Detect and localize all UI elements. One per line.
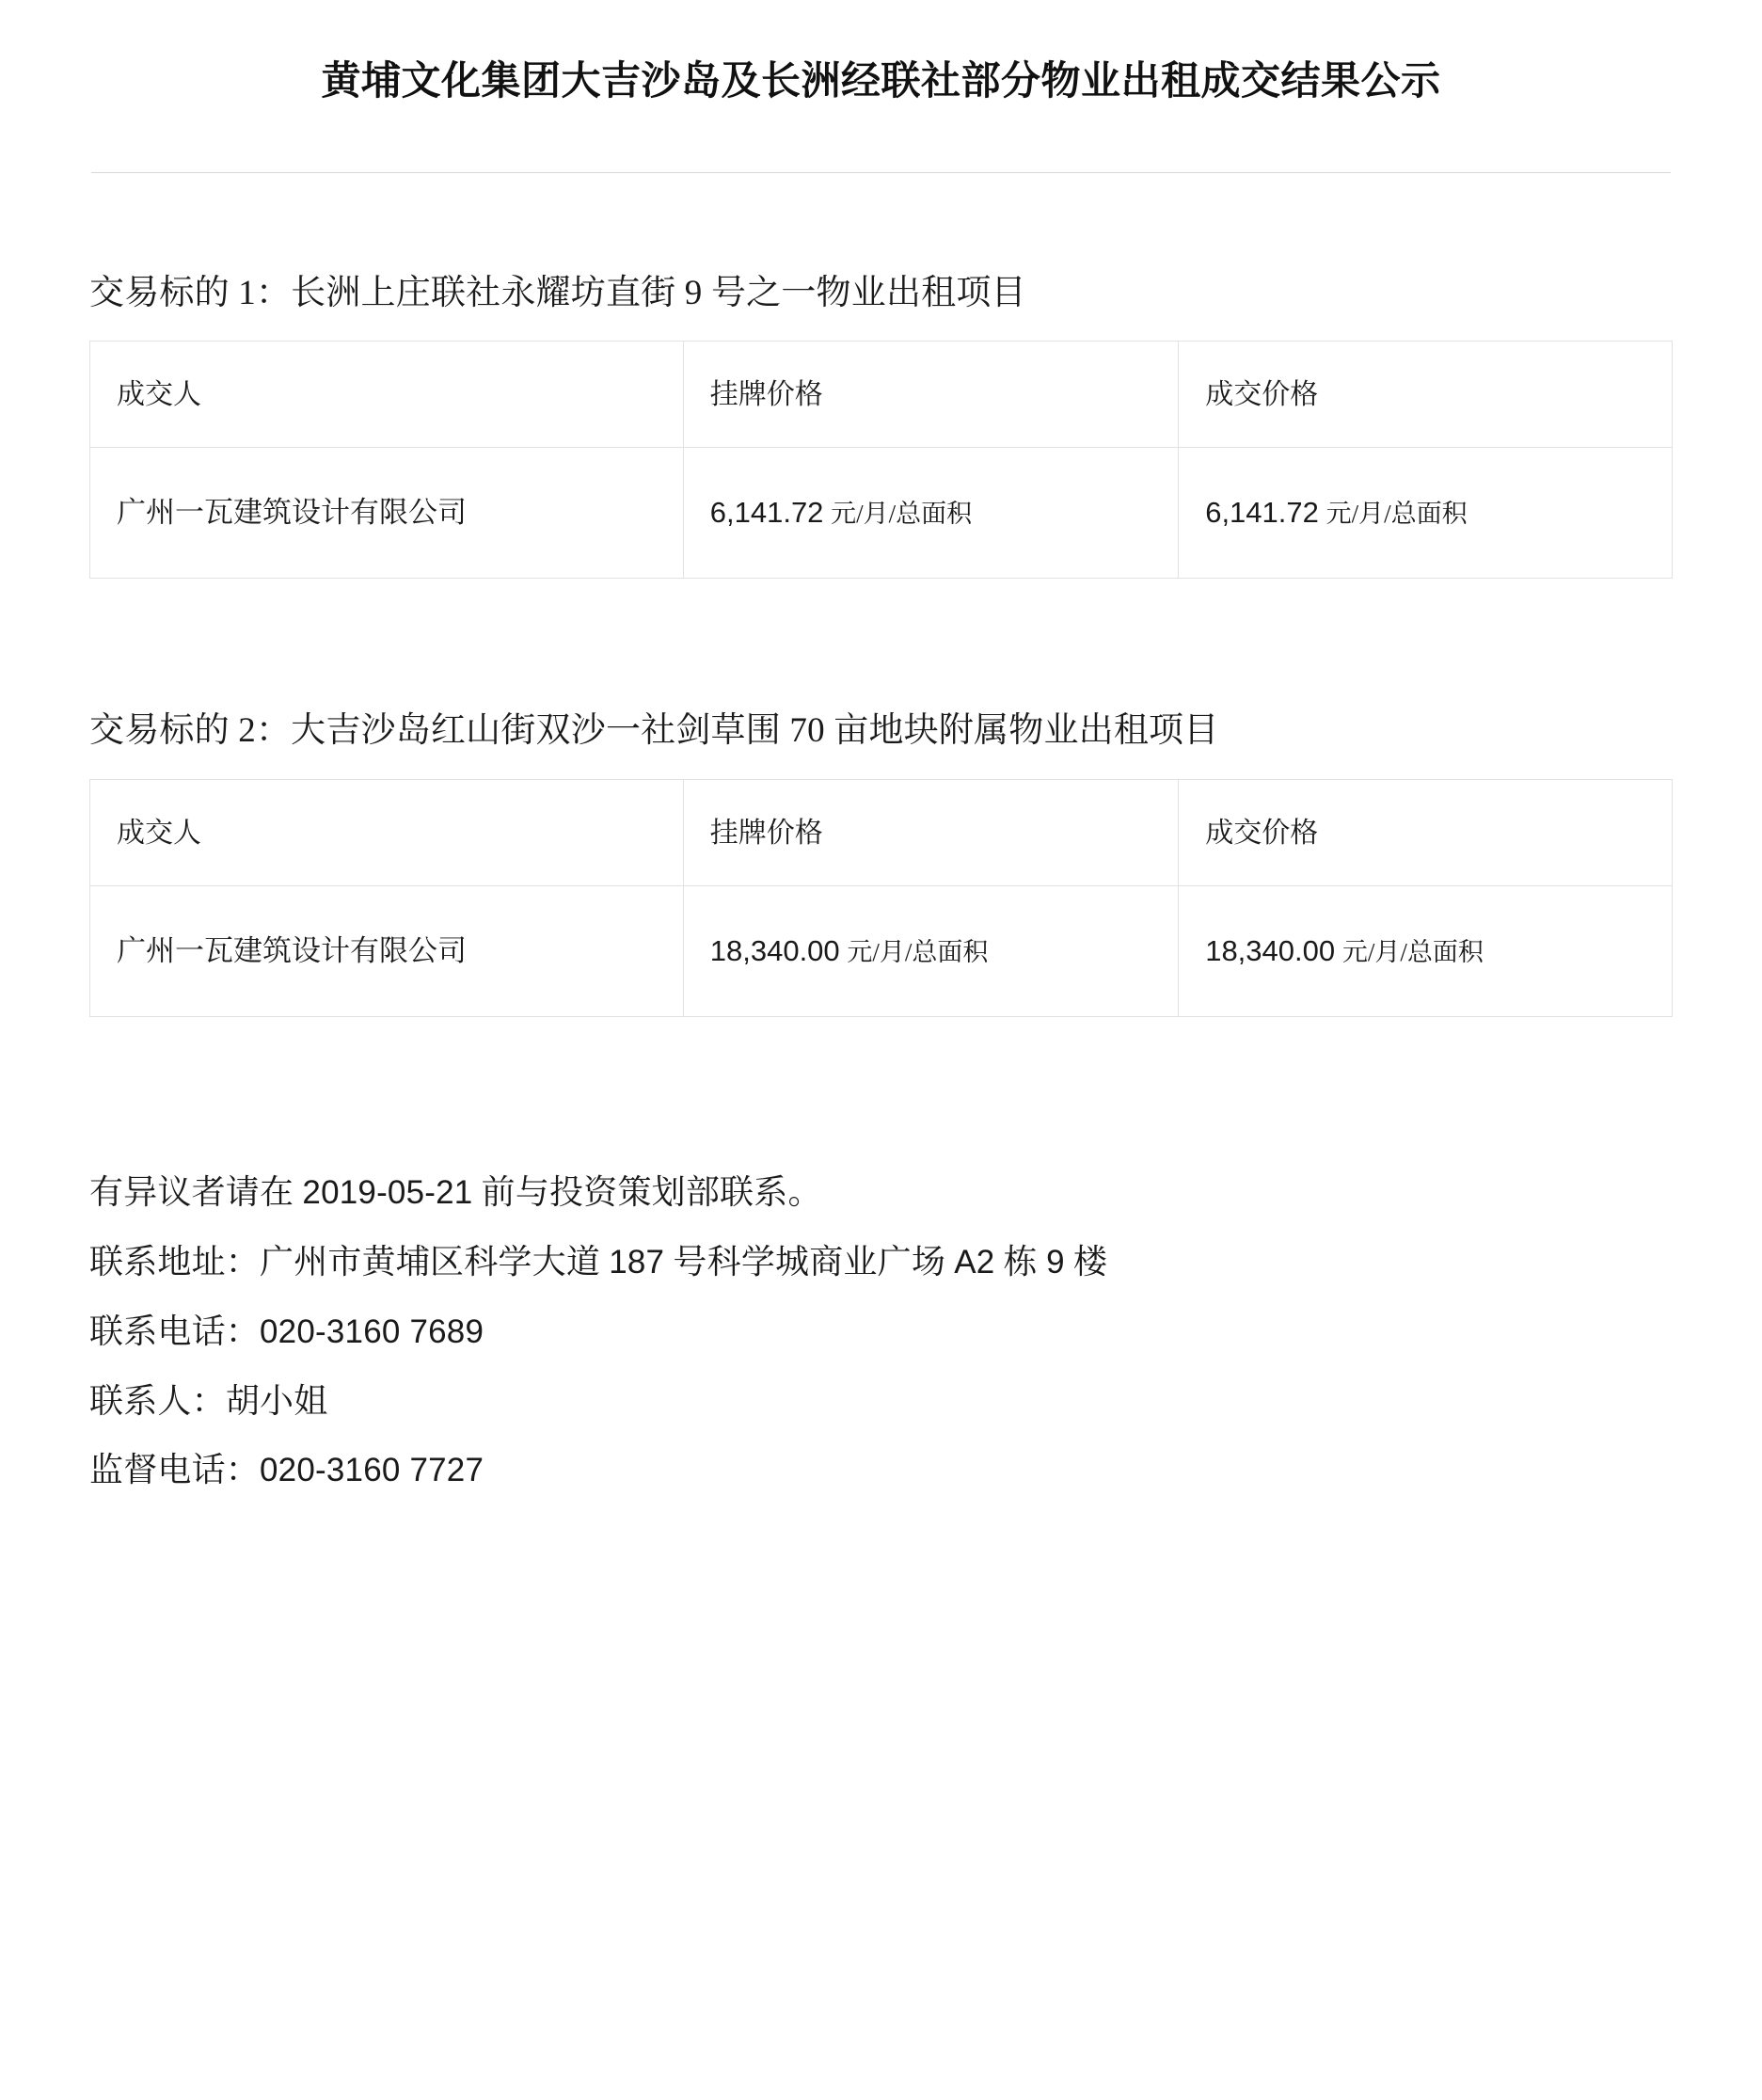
phone-value: 020-3160 7689 [260, 1312, 484, 1350]
contact-value: 胡小姐 [225, 1381, 328, 1420]
section-transaction-2 [89, 701, 1673, 1017]
deal-price-unit: 元/月/总面积 [1341, 937, 1484, 966]
cell-deal-price [1179, 886, 1673, 1017]
listing-price-unit: 元/月/总面积 [831, 500, 973, 529]
column-header-buyer: 成交人 [90, 342, 684, 448]
objection-date: 2019-05-21 [302, 1174, 473, 1212]
deal-price-unit: 元/月/总面积 [1325, 500, 1468, 529]
column-header-deal-price: 成交价格 [1179, 780, 1673, 886]
title-divider [91, 172, 1671, 173]
address-floor: 9 [1046, 1243, 1065, 1281]
column-header-deal-price: 成交价格 [1179, 342, 1673, 448]
address-part-1: 广州市黄埔区科学大道 [260, 1242, 610, 1281]
phone-label: 联系电话： [89, 1312, 261, 1350]
address-label: 联系地址： [89, 1242, 261, 1281]
deal-price-value: 18,340.00 [1205, 933, 1336, 967]
table-row [90, 886, 1673, 1017]
supervision-label: 监督电话： [89, 1451, 261, 1489]
address-part-2: 号科学城商业广场 [664, 1242, 955, 1281]
cell-listing-price [683, 448, 1178, 579]
contact-label: 联系人： [89, 1381, 226, 1420]
address-street-number: 187 [609, 1243, 665, 1281]
section-2-heading: 交易标的 2：大吉沙岛红山街双沙一社剑草围 70 亩地块附属物业出租项目 [89, 711, 1219, 751]
address-part-4: 楼 [1064, 1242, 1108, 1281]
address-part-3: 栋 [994, 1242, 1047, 1281]
address-line [89, 1228, 1673, 1297]
contact-person-line [89, 1367, 1673, 1437]
table-header-row [90, 780, 1673, 886]
address-building: A2 [954, 1243, 995, 1281]
column-header-listing-price: 挂牌价格 [683, 342, 1178, 448]
objection-suffix: 前与投资策划部联系。 [472, 1173, 822, 1212]
cell-deal-price [1179, 448, 1673, 579]
supervision-phone-line [89, 1436, 1673, 1505]
phone-line [89, 1297, 1673, 1367]
objection-prefix: 有异议者请在 [89, 1173, 303, 1212]
deal-price-value: 6,141.72 [1205, 496, 1319, 530]
result-table-2 [89, 779, 1673, 1017]
supervision-value: 020-3160 7727 [260, 1452, 484, 1489]
listing-price-value: 6,141.72 [709, 496, 824, 530]
listing-price-value: 18,340.00 [709, 933, 840, 967]
result-table-1 [89, 341, 1673, 579]
section-1-heading: 交易标的 1：长洲上庄联社永耀坊直街 9 号之一物业出租项目 [89, 273, 1026, 312]
contact-notice [89, 1158, 1673, 1505]
objection-line [89, 1158, 1673, 1228]
table-row [90, 448, 1673, 579]
column-header-buyer: 成交人 [90, 780, 684, 886]
column-header-listing-price: 挂牌价格 [683, 780, 1178, 886]
page-title: 黄埔文化集团大吉沙岛及长洲经联社部分物业出租成交结果公示 [321, 58, 1441, 103]
cell-listing-price [683, 886, 1178, 1017]
table-header-row [90, 342, 1673, 448]
section-transaction-1 [89, 263, 1673, 580]
cell-buyer: 广州一瓦建筑设计有限公司 [90, 448, 684, 579]
cell-buyer: 广州一瓦建筑设计有限公司 [90, 886, 684, 1017]
listing-price-unit: 元/月/总面积 [847, 937, 989, 966]
